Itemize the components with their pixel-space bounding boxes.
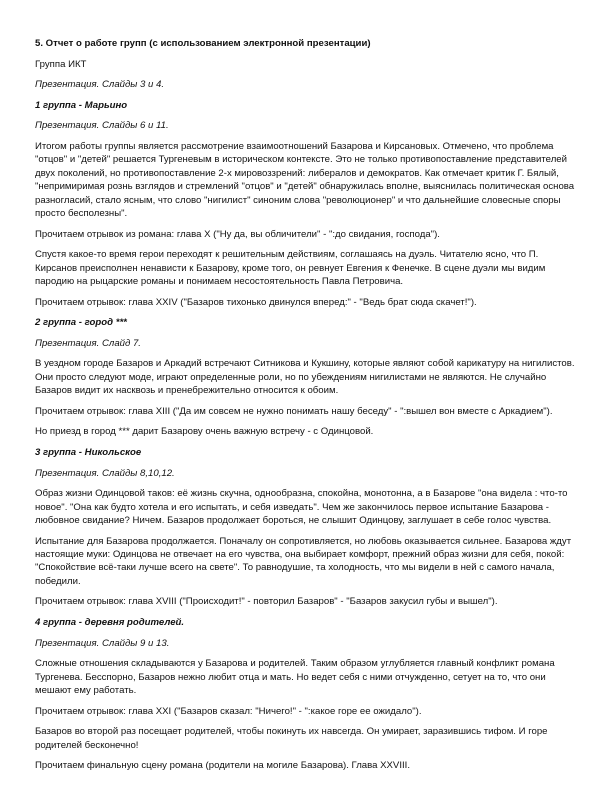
body-paragraph: Образ жизни Одинцовой таков: её жизнь скучна, однообразна, спокойна, монотонна, а в Базарове "она видела : что-то новое". "Она как будто хотела и его испытать, и себя изведать". Чем же закончилось первое испытание Базарова - любовное свидание? Ничем. Базаров продолжает бороться, не слышит Одинцову, заглушает в себе голос чувства. <box>35 488 568 526</box>
body-paragraph: Но приезд в город *** дарит Базарову очень важную встречу - с Одинцовой. <box>35 426 374 438</box>
reading-instruction: Прочитаем отрывок: глава XVIII ("Происходит!" - повторил Базаров" - "Базаров закусил губы и вышел"). <box>35 596 498 608</box>
group-heading: 3 группа - Никольское <box>35 446 142 458</box>
group-heading: 1 группа - Марьино <box>35 99 128 111</box>
body-paragraph: Базаров во второй раз посещает родителей, чтобы покинуть их навсегда. Он умирает, заразившись тифом. И горе родителей бесконечно! <box>35 726 548 751</box>
reading-instruction: Прочитаем отрывок: глава XIII ("Да им совсем не нужно понимать нашу беседу" - ":вышел вон вместе с Аркадием"). <box>35 405 553 417</box>
reading-instruction: Прочитаем финальную сцену романа (родители на могиле Базарова). Глава XXVIII. <box>35 760 410 772</box>
reading-instruction: Прочитаем отрывок из романа: глава X ("Ну да, вы обличители" - ":до свидания, господа"). <box>35 228 440 240</box>
slide-reference: Презентация. Слайды 3 и 4. <box>35 79 165 91</box>
section-heading: 5. Отчет о работе групп (с использованием электронной презентации) <box>35 38 371 49</box>
slide-reference: Презентация. Слайд 7. <box>35 337 141 349</box>
group-label: Группа ИКТ <box>35 58 87 70</box>
group-heading: 4 группа - деревня родителей. <box>35 616 185 628</box>
reading-instruction: Прочитаем отрывок: глава XXIV ("Базаров тихонько двинулся вперед:" - "Ведь брат сюда скачет!"). <box>35 296 477 308</box>
reading-instruction: Прочитаем отрывок: глава XXI ("Базаров сказал: "Ничего!" - ":какое горе ее ожидало"). <box>35 705 422 717</box>
body-paragraph: Итогом работы группы является рассмотрение взаимоотношений Базарова и Кирсановых. Отмечено, что проблема "отцов" и "детей" решается Тургеневым в историческом контексте. Это не только противопоставление представителей двух поколений, но противопоставление 2-х мировоззрений: либералов и демократов. Как отмечает критик Г. Бялый, "непримиримая рознь взглядов и стремлений "отцов" и "детей" обнаружилась вполне, выяснилась политическая основа разногласий, стало ясным, что слово "нигилист" синоним слова "революционер" и что дальнейшие словесные споры просто бесполезны". <box>35 140 575 219</box>
body-paragraph: Сложные отношения складываются у Базарова и родителей. Таким образом углубляется главный конфликт романа Тургенева. Бесспорно, Базаров нежно любит отца и мать. Но ведет себя с ними отчужденно, сетует на то, что они мешают ему работать. <box>35 658 555 696</box>
body-paragraph: Спустя какое-то время герои переходят к решительным действиям, соглашаясь на дуэль. Читателю ясно, что П. Кирсанов преисполнен ненависти к Базарову, кроме того, он ревнует Евгения к Фенечке. В сцене дуэли мы видим пародию на рыцарские романы и понимаем несостоятельность Павла Петровича. <box>35 249 546 287</box>
slide-reference: Презентация. Слайды 6 и 11. <box>35 120 169 132</box>
body-paragraph: Испытание для Базарова продолжается. Поначалу он сопротивляется, но любовь оказывается сильнее. Базарова ждут настоящие муки: Одинцова не отвечает на его чувства, она выбирает комфорт, прежний образ жизни для себя, покой: "Спокойствие всё-таки лучше всего на свете". То равнодушие, та холодность, что мы видели в ней с самого начала, победили. <box>35 535 572 587</box>
slide-reference: Презентация. Слайды 8,10,12. <box>35 467 175 479</box>
slide-reference: Презентация. Слайды 9 и 13. <box>35 637 170 649</box>
body-paragraph: В уездном городе Базаров и Аркадий встречают Ситникова и Кукшину, которые являют собой карикатуру на нигилистов. Они просто следуют моде, играют определенные роли, но по убеждениям нигилистами не являются. Не случайно Базаров видит их насквозь и пренебрежительно относится к обоим. <box>35 358 575 397</box>
group-heading: 2 группа - город *** <box>35 317 127 329</box>
